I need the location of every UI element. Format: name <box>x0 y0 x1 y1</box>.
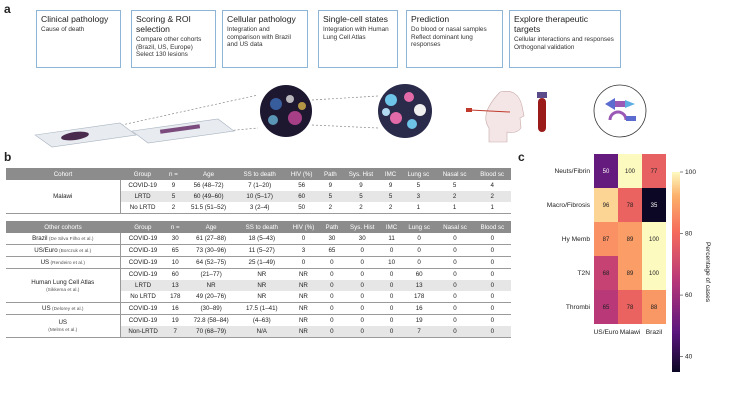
row-label: Neuts/Fibrin <box>554 168 590 175</box>
table-cell: 4 <box>490 182 494 189</box>
table-cell: 30 <box>343 233 381 245</box>
table-cell: 0 <box>321 257 343 269</box>
colorbar-tick-label: 60 <box>685 292 693 300</box>
table-cell: 2 <box>319 202 342 214</box>
table-row <box>6 257 511 269</box>
cellular-pathology-icon <box>260 85 312 137</box>
table-cell: 0 <box>402 257 436 269</box>
stage-description: Integration and comparison with Brazil and US data <box>227 26 291 49</box>
table-cell: COVID-19 <box>120 245 166 257</box>
table-cell: 2 <box>342 202 381 214</box>
table-cell: No LRTD <box>120 291 166 303</box>
table-cell: 0 <box>402 233 436 245</box>
stage-description: Integration with Human Lung Cell Atlas <box>323 26 389 41</box>
table-cell: 0 <box>286 257 320 269</box>
cell-value-label: 100 <box>648 271 660 277</box>
colorbar-tick-label: 100 <box>685 169 697 176</box>
table-cell: 0 <box>321 303 343 315</box>
table-cell: NR <box>286 303 320 315</box>
cohort-name: US (Melms et al.) <box>6 315 120 338</box>
column-header: Blood sc <box>473 168 511 180</box>
nasal-swab-icon <box>466 91 524 142</box>
table-cell: NR <box>185 280 238 291</box>
column-header: n = <box>166 221 185 233</box>
table-cell: 0 <box>474 326 511 338</box>
table-cell: 3 <box>401 191 436 202</box>
table-row <box>6 233 511 245</box>
table-cell: NR <box>286 326 320 338</box>
table-cell: 1 <box>436 202 474 214</box>
table-cell: 10 (5–17) <box>235 191 284 202</box>
panel-label-a: a <box>4 2 11 16</box>
column-header: IMC <box>380 168 401 180</box>
cell-interaction-icon <box>594 85 646 137</box>
table-cell: No LRTD <box>120 202 165 214</box>
cell-value-label: 100 <box>624 169 636 175</box>
table-row <box>6 315 511 327</box>
table-cell: 64 (52–75) <box>185 257 238 269</box>
table-cell: 18 (5–43) <box>237 233 286 245</box>
table-cell: 0 <box>436 326 473 338</box>
cell-value-label: 89 <box>626 271 634 277</box>
column-header: Nasal sc <box>436 168 474 180</box>
table-cell: 10 <box>166 257 185 269</box>
table-cell: 0 <box>453 271 457 278</box>
table-cell: 2 <box>165 202 182 214</box>
column-header: Age <box>182 168 235 180</box>
table-cell: 0 <box>474 257 511 269</box>
heatmap-chart <box>524 150 734 420</box>
table-cell: 3 <box>286 245 320 257</box>
row-label: Thrombi <box>565 304 590 311</box>
cell-value-label: 87 <box>602 237 610 243</box>
table-cell: 0 <box>474 280 511 291</box>
roi-slide-icon <box>132 119 234 143</box>
column-header: Group <box>120 168 165 180</box>
table-cell: Non-LRTD <box>120 326 166 338</box>
table-cell: 2 <box>473 191 511 202</box>
cell-value-label: 96 <box>602 203 610 209</box>
cohort-name: US/Euro (Borczuk et al.) <box>6 245 120 257</box>
table-cell: 9 <box>388 182 393 189</box>
table-cell: 5 <box>165 191 182 202</box>
cell-value-label: 68 <box>602 271 610 277</box>
cell-value-label: 77 <box>650 169 658 175</box>
table-cell: (4–63) <box>252 317 271 324</box>
table-cell: 0 <box>389 317 394 324</box>
table-cell: 0 <box>436 233 473 245</box>
table-cell: 11 (5–27) <box>237 245 286 257</box>
table-cell: 0 <box>490 317 495 324</box>
table-cell: 16 <box>166 303 185 315</box>
table-cell: 0 <box>490 271 495 278</box>
table-cell: 60 <box>284 191 319 202</box>
table-cell: 5 <box>319 191 342 202</box>
table-cell: 49 (20–76) <box>185 291 238 303</box>
table-cell: 5 <box>380 191 401 202</box>
column-header: Nasal sc <box>436 221 473 233</box>
column-header: Path <box>319 168 342 180</box>
row-label: Macro/Fibrosis <box>546 202 590 209</box>
column-header: Path <box>321 221 343 233</box>
cohort-name: Malawi <box>6 180 120 214</box>
column-header: Sys. Hist <box>343 221 381 233</box>
row-label: Hy Memb <box>561 236 590 243</box>
table-cell: 3 (2–4) <box>235 202 284 214</box>
table-cell: 0 <box>330 317 334 324</box>
table-cell: 65 <box>321 245 343 257</box>
colorbar-label: Percentage of cases <box>704 241 711 303</box>
slide-icon <box>35 123 136 147</box>
table-cell: LRTD <box>120 280 166 291</box>
table-cell: NR <box>298 271 308 278</box>
stage-title: Cellular pathology <box>227 14 296 24</box>
table-cell: 11 <box>381 233 402 245</box>
table-cell: NR <box>237 280 286 291</box>
colorbar-tick-label: 80 <box>685 230 693 238</box>
table-cell: 0 <box>436 291 473 303</box>
cell-value-label: 65 <box>602 305 610 311</box>
table-cell: 0 <box>343 280 381 291</box>
table-cell: 7 (1–20) <box>248 182 272 189</box>
table-cell: 65 <box>166 245 185 257</box>
table-cell: COVID-19 <box>128 271 158 278</box>
table-cell: COVID-19 <box>120 233 166 245</box>
table-cell: NR <box>286 280 320 291</box>
colorbar <box>672 172 680 372</box>
column-header: Sys. Hist <box>342 168 381 180</box>
column-header: HIV (%) <box>286 221 320 233</box>
table-cell: 2 <box>436 191 474 202</box>
table-cell: 0 <box>360 271 364 278</box>
table-cell: 9 <box>171 182 176 189</box>
cell-value-label: 89 <box>626 237 634 243</box>
table-row <box>6 269 511 281</box>
stage-description: Cellular interactions and responses Orthogonal validation <box>514 36 614 51</box>
table-cell: 16 <box>402 303 436 315</box>
table-row <box>6 245 511 257</box>
table-cell: 178 <box>402 291 436 303</box>
table-cell: N/A <box>237 326 286 338</box>
other-cohorts-table <box>6 221 511 338</box>
table-cell: 0 <box>343 326 381 338</box>
table-cell: 1 <box>473 202 511 214</box>
table-cell: 0 <box>474 291 511 303</box>
panel-label-c: c <box>518 150 525 164</box>
table-cell: 0 <box>474 233 511 245</box>
column-label: Malawi <box>619 329 641 336</box>
cell-value-label: 78 <box>626 203 634 209</box>
table-cell: 0 <box>402 245 436 257</box>
cell-value-label: 88 <box>650 305 658 311</box>
table-cell: 0 <box>286 233 320 245</box>
stage-title: Single-cell states <box>323 14 388 24</box>
table-cell: NR <box>298 317 308 324</box>
table-cell: 0 <box>343 257 381 269</box>
table-cell: 25 (1–49) <box>237 257 286 269</box>
table-cell: LRTD <box>120 191 165 202</box>
table-cell: 0 <box>381 280 402 291</box>
column-header: HIV (%) <box>284 168 319 180</box>
column-header: Lung sc <box>401 168 436 180</box>
column-header: IMC <box>381 221 402 233</box>
table-cell: 0 <box>436 245 473 257</box>
table-cell: 0 <box>381 303 402 315</box>
table-cell: 56 (48–72) <box>193 182 224 189</box>
table-cell: (21–77) <box>200 271 222 278</box>
table-cell: 30 <box>166 233 185 245</box>
stage-title: Scoring & ROI selection <box>136 14 191 34</box>
table-cell: 13 <box>166 280 185 291</box>
table-row <box>6 180 511 191</box>
table-cell: 5 <box>416 182 421 189</box>
cohort-name: US (Rendeiro et al.) <box>6 257 120 269</box>
table-cell: 19 <box>415 317 423 324</box>
table-cell: 13 <box>402 280 436 291</box>
table-cell: 60 <box>415 271 423 278</box>
table-cell: 60 (49–60) <box>182 191 235 202</box>
stage-description: Compare other cohorts (Brazil, US, Europe) Select 130 lesions <box>136 36 202 59</box>
table-cell: 0 <box>330 271 334 278</box>
column-header: Lung sc <box>402 221 436 233</box>
table-cell: 9 <box>328 182 333 189</box>
cohort-name: US (Delorey et al.) <box>6 303 120 315</box>
colorbar-tick-label: 40 <box>685 353 693 361</box>
table-cell: 0 <box>321 291 343 303</box>
malawi-cohort-table <box>6 168 511 214</box>
table-cell: 178 <box>166 291 185 303</box>
table-cell: 0 <box>343 291 381 303</box>
table-cell: COVID-19 <box>120 303 166 315</box>
table-cell: 0 <box>474 303 511 315</box>
table-cell: COVID-19 <box>128 317 158 324</box>
column-header: Group <box>120 221 166 233</box>
cell-value-label: 78 <box>626 305 634 311</box>
table-cell: 61 (27–88) <box>185 233 238 245</box>
table-cell: 0 <box>381 245 402 257</box>
pipeline-illustration <box>0 0 734 150</box>
column-header: n = <box>165 168 182 180</box>
stage-description: Do blood or nasal samples Reflect dominant lung responses <box>411 26 487 49</box>
table-cell: 60 <box>171 271 179 278</box>
table-cell: 7 <box>402 326 436 338</box>
table-cell: NR <box>286 291 320 303</box>
table-cell: 19 <box>171 317 179 324</box>
table-cell: 0 <box>453 317 457 324</box>
table-cell: 7 <box>166 326 185 338</box>
column-header: SS to death <box>237 221 286 233</box>
cell-value-label: 50 <box>602 169 610 175</box>
stage-title: Clinical pathology <box>41 14 109 24</box>
table-cell: COVID-19 <box>128 182 157 189</box>
table-cell: 0 <box>321 326 343 338</box>
table-cell: 0 <box>389 271 394 278</box>
row-label: T2N <box>577 270 590 277</box>
table-cell: 1 <box>401 202 436 214</box>
cohort-name: Human Lung Cell Atlas (Sikkema et al.) <box>6 269 120 303</box>
table-cell: 9 <box>359 182 363 189</box>
table-cell: NR <box>237 291 286 303</box>
table-cell: 17.5 (1–41) <box>237 303 286 315</box>
table-cell: 73 (30–96) <box>185 245 238 257</box>
table-cell: COVID-19 <box>120 257 166 269</box>
table-cell: 5 <box>342 191 381 202</box>
table-cell: 30 <box>321 233 343 245</box>
cohort-name: Brazil (De Silva Filho et al.) <box>6 233 120 245</box>
stage-title: Explore therapeutic targets <box>514 14 589 34</box>
table-cell: 0 <box>343 303 381 315</box>
table-cell: 0 <box>381 291 402 303</box>
blood-tube-icon <box>537 92 547 132</box>
table-cell: 0 <box>436 280 473 291</box>
column-label: US/Euro <box>593 329 619 336</box>
table-cell: 2 <box>380 202 401 214</box>
cell-value-label: 35 <box>650 203 658 209</box>
stage-description: Cause of death <box>41 26 85 33</box>
column-header: Other cohorts <box>6 221 120 233</box>
table-cell: 0 <box>381 326 402 338</box>
table-cell: 0 <box>343 245 381 257</box>
table-cell: 5 <box>452 182 457 189</box>
table-cell: 0 <box>436 303 473 315</box>
table-cell: 0 <box>321 280 343 291</box>
table-cell: 0 <box>474 245 511 257</box>
table-cell: 0 <box>436 257 473 269</box>
table-cell: 50 <box>284 202 319 214</box>
column-header: Cohort <box>6 168 120 180</box>
single-cell-icon <box>378 84 432 138</box>
table-cell: 72.8 (58–84) <box>193 317 229 324</box>
table-row <box>6 303 511 315</box>
column-header: Age <box>185 221 238 233</box>
table-cell: 0 <box>360 317 364 324</box>
cell-value-label: 100 <box>648 237 660 243</box>
panel-label-b: b <box>4 150 12 164</box>
stage-title: Prediction <box>411 14 450 24</box>
table-cell: 10 <box>381 257 402 269</box>
table-cell: (30–89) <box>185 303 238 315</box>
column-header: Blood sc <box>474 221 511 233</box>
table-cell: 51.5 (51–52) <box>182 202 235 214</box>
column-label: Brazil <box>645 329 663 336</box>
table-cell: 56 <box>298 182 306 189</box>
table-cell: NR <box>257 271 267 278</box>
column-header: SS to death <box>235 168 284 180</box>
table-cell: 70 (68–79) <box>185 326 238 338</box>
